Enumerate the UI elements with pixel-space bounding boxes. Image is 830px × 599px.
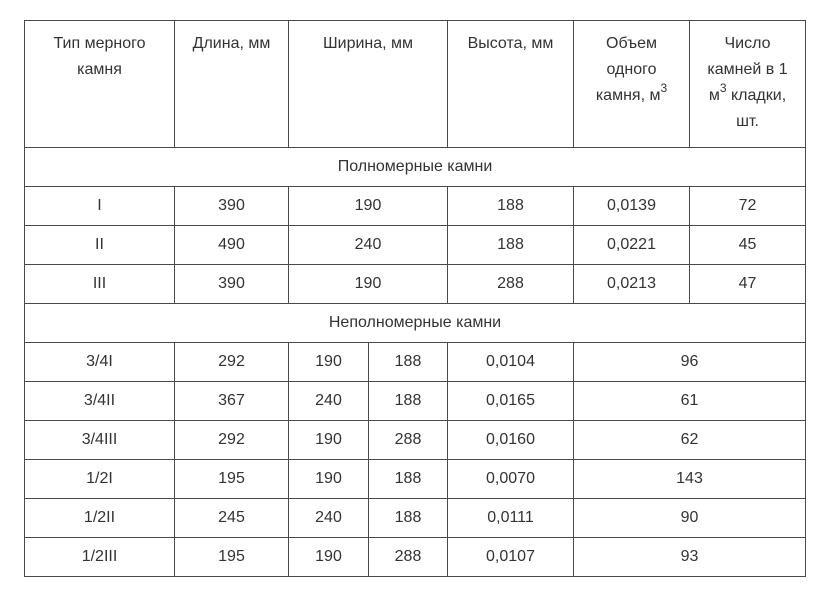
header-type	[25, 21, 175, 148]
cell-height: 188	[448, 187, 574, 226]
cell-volume: 0,0221	[574, 226, 690, 265]
full-rows	[25, 187, 806, 304]
table-row	[25, 226, 806, 265]
cell-count: 61	[574, 382, 806, 421]
cell-type: 1/2I	[25, 460, 175, 499]
partial-rows	[25, 343, 806, 577]
header-count	[690, 21, 806, 148]
header-volume-sup: 3	[660, 80, 668, 95]
cell-volume: 0,0104	[448, 343, 574, 382]
header-width-text: Ширина, мм	[322, 35, 414, 52]
header-count-unit: м	[708, 87, 720, 104]
cell-type: 3/4II	[25, 382, 175, 421]
cell-type: 3/4I	[25, 343, 175, 382]
cell-height: 188	[369, 382, 448, 421]
section-row-partial	[25, 304, 806, 343]
section-row-full	[25, 148, 806, 187]
cell-count: 72	[690, 187, 806, 226]
table-row	[25, 187, 806, 226]
section-title-partial: Неполномерные камни	[25, 304, 806, 343]
cell-length: 390	[175, 187, 289, 226]
header-count-tail: кладки, шт.	[731, 87, 787, 130]
cell-width: 240	[289, 226, 448, 265]
header-count-text	[690, 21, 805, 135]
cell-volume: 0,0070	[448, 460, 574, 499]
cell-width: 190	[289, 343, 369, 382]
table-row	[25, 421, 806, 460]
cell-width: 190	[289, 538, 369, 577]
cell-volume: 0,0107	[448, 538, 574, 577]
cell-length: 195	[175, 460, 289, 499]
cell-width: 190	[289, 421, 369, 460]
cell-height: 188	[448, 226, 574, 265]
stone-dimensions-table	[24, 20, 806, 577]
cell-height: 288	[448, 265, 574, 304]
cell-height: 288	[369, 538, 448, 577]
cell-count: 93	[574, 538, 806, 577]
cell-volume: 0,0111	[448, 499, 574, 538]
cell-length: 292	[175, 421, 289, 460]
cell-type: I	[25, 187, 175, 226]
header-count-sup: 3	[719, 80, 727, 95]
cell-count: 45	[690, 226, 806, 265]
cell-volume: 0,0160	[448, 421, 574, 460]
header-length	[175, 21, 289, 148]
cell-count: 96	[574, 343, 806, 382]
cell-length: 195	[175, 538, 289, 577]
table-row	[25, 538, 806, 577]
cell-width: 240	[289, 499, 369, 538]
header-volume	[574, 21, 690, 148]
cell-length: 245	[175, 499, 289, 538]
cell-height: 288	[369, 421, 448, 460]
cell-length: 292	[175, 343, 289, 382]
cell-count: 90	[574, 499, 806, 538]
cell-height: 188	[369, 499, 448, 538]
header-volume-label: Объем одного камня, м	[595, 35, 661, 104]
cell-width: 190	[289, 265, 448, 304]
header-type-text: Тип мерного камня	[53, 35, 146, 78]
header-width	[289, 21, 448, 148]
cell-width: 240	[289, 382, 369, 421]
cell-width: 190	[289, 460, 369, 499]
cell-count: 47	[690, 265, 806, 304]
header-count-label: Число камней в 1	[707, 35, 788, 78]
table-row	[25, 265, 806, 304]
header-length-text: Длина, мм	[192, 35, 271, 52]
cell-width: 190	[289, 187, 448, 226]
cell-length: 390	[175, 265, 289, 304]
header-volume-text	[574, 21, 689, 109]
cell-type: II	[25, 226, 175, 265]
stone-table-container	[24, 20, 805, 577]
cell-type: 1/2II	[25, 499, 175, 538]
cell-count: 143	[574, 460, 806, 499]
table-row	[25, 499, 806, 538]
table-row	[25, 343, 806, 382]
cell-type: 3/4III	[25, 421, 175, 460]
section-title-full: Полномерные камни	[25, 148, 806, 187]
cell-count: 62	[574, 421, 806, 460]
header-height	[448, 21, 574, 148]
cell-height: 188	[369, 343, 448, 382]
header-row	[25, 21, 806, 148]
cell-volume: 0,0139	[574, 187, 690, 226]
cell-height: 188	[369, 460, 448, 499]
cell-type: III	[25, 265, 175, 304]
table-row	[25, 460, 806, 499]
cell-volume: 0,0165	[448, 382, 574, 421]
cell-length: 367	[175, 382, 289, 421]
cell-volume: 0,0213	[574, 265, 690, 304]
cell-length: 490	[175, 226, 289, 265]
table-row	[25, 382, 806, 421]
header-height-text: Высота, мм	[467, 35, 554, 52]
cell-type: 1/2III	[25, 538, 175, 577]
